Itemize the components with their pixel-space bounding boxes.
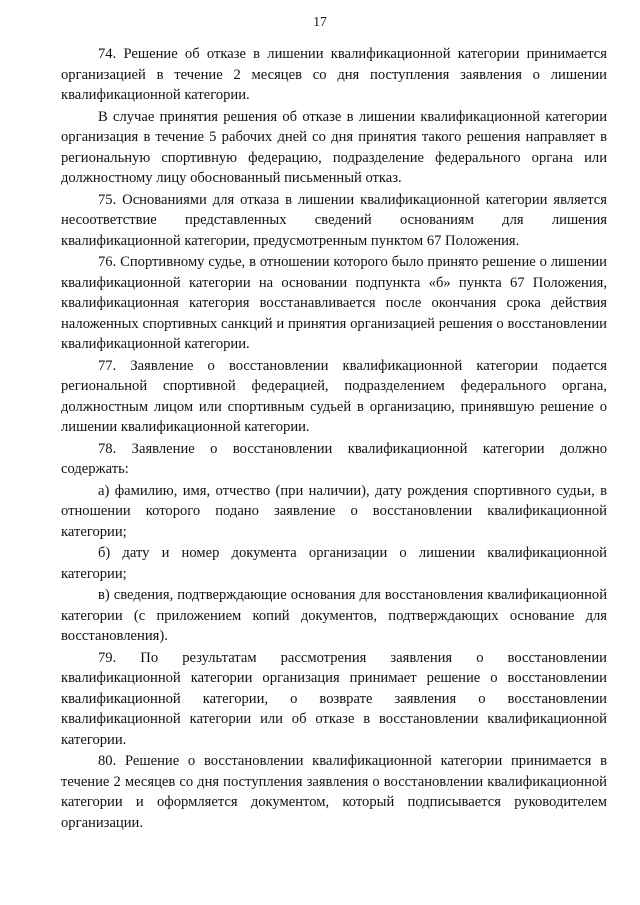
paragraph-78-v: в) сведения, подтверждающие основания для восстановления квалификационной категории (с приложением копий документов, подтверждающих основание для восстановления). <box>61 587 607 644</box>
paragraph-79: 79. По результатам рассмотрения заявления о восстановлении квалификационной категории организация принимает решение о восстановлении квалификационной категории, о возврате заявления о восстановлении квалификационной категории или об отказе в восстановлении квалификационной категории. <box>61 649 607 748</box>
paragraph-74-refusal: В случае принятия решения об отказе в лишении квалификационной категории организация в течение 5 рабочих дней со дня принятия такого решения направляет в региональную спортивную федерацию, подразделение федерального органа или должностному лицу обоснованный письменный отказ. <box>61 108 607 186</box>
document-body <box>61 44 607 833</box>
paragraph-78-b: б) дату и номер документа организации о лишении квалификационной категории; <box>61 545 607 582</box>
paragraph-75: 75. Основаниями для отказа в лишении квалификационной категории является несоответствие представленных сведений основаниям для лишения квалификационной категории, предусмотренным пунктом 67 Положения. <box>61 191 607 249</box>
paragraph-74: 74. Решение об отказе в лишении квалификационной категории принимается организацией в течение 2 месяцев со дня поступления заявления о лишении квалификационной категории. <box>61 46 607 103</box>
paragraph-76: 76. Спортивному судье, в отношении которого было принято решение о лишении квалификационной категории на основании подпункта «б» пункта 67 Положения, квалификационная категория восстанавливается после окончания срока действия наложенных спортивных санкций и принятия организацией решения о восстановлении квалификационной категории. <box>61 254 607 352</box>
page-number: 17 <box>313 14 327 29</box>
paragraph-78-a: а) фамилию, имя, отчество (при наличии), дату рождения спортивного судьи, в отношении которого подано заявление о восстановлении квалификационной категории; <box>61 482 607 540</box>
paragraph-78: 78. Заявление о восстановлении квалификационной категории должно содержать: <box>61 440 607 477</box>
paragraph-80: 80. Решение о восстановлении квалификационной категории принимается в течение 2 месяцев со дня поступления заявления о восстановлении квалификационной категории и оформляется документом, который подписывается руководителем организации. <box>61 753 607 831</box>
paragraph-77: 77. Заявление о восстановлении квалификационной категории подается региональной спортивной федерацией, подразделением федерального органа, должностным лицом или спортивным судьей в организацию, принявшую решение о лишении квалификационной категории. <box>61 357 607 435</box>
